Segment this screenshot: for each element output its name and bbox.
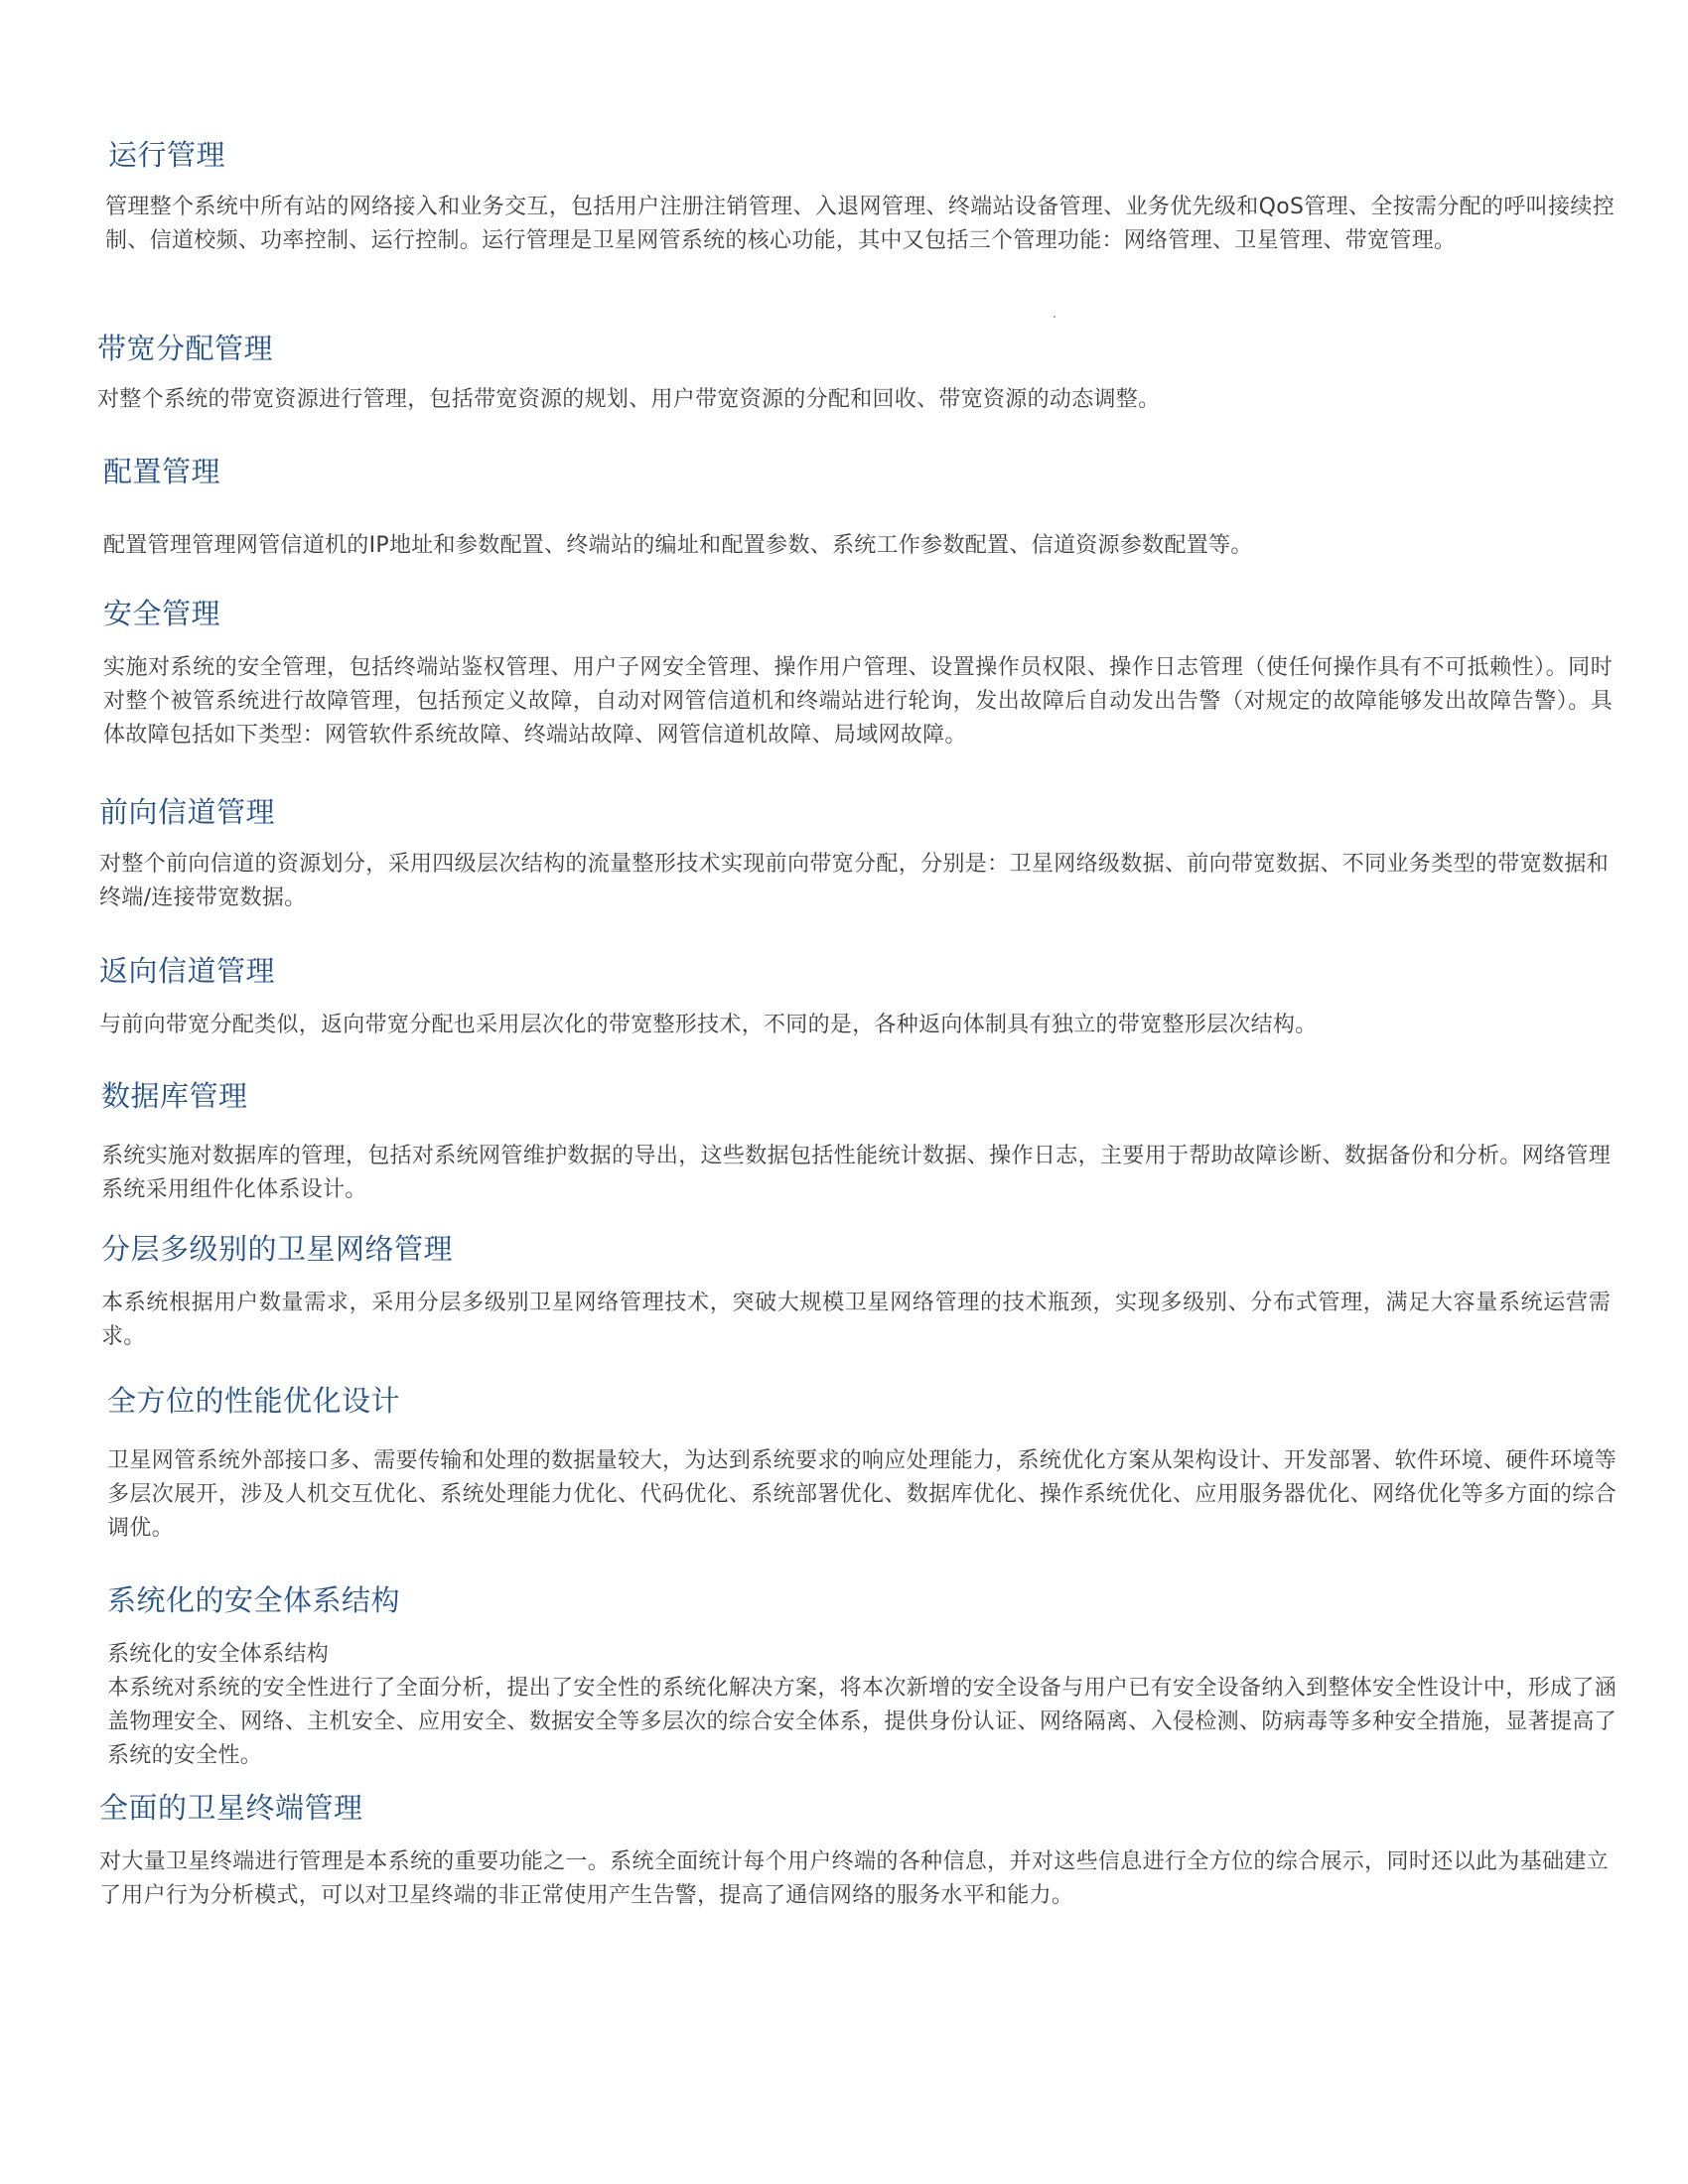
stray-dot bbox=[1054, 316, 1055, 318]
section-body: 系统实施对数据库的管理，包括对系统网管维护数据的导出，这些数据包括性能统计数据、操作日志，主要用于帮助故障诊断、数据备份和分析。网络管理系统采用组件化体系设计。 bbox=[101, 1144, 1611, 1202]
section-body: 对整个前向信道的资源划分，采用四级层次结构的流量整形技术实现前向带宽分配，分别是：卫星网络级数据、前向带宽数据、不同业务类型的带宽数据和终端/连接带宽数据。 bbox=[99, 852, 1609, 910]
section-heading: 全面的卫星终端管理 bbox=[99, 1791, 363, 1825]
section-security-management bbox=[103, 596, 1613, 752]
section-return-channel bbox=[99, 953, 1609, 1042]
section-heading: 运行管理 bbox=[108, 138, 226, 172]
section-forward-channel bbox=[99, 794, 1609, 915]
section-body: 卫星网管系统外部接口多、需要传输和处理的数据量较大，为达到系统要求的响应处理能力，系统优化方案从架构设计、开发部署、软件环境、硬件环境等多层次展开，涉及人机交互优化、系统处理能力优化、代码优化、系统部署优化、数据库优化、操作系统优化、应用服务器优化、网络优化等多方面的综合调优。 bbox=[107, 1448, 1617, 1541]
section-heading: 配置管理 bbox=[103, 455, 221, 488]
section-bandwidth-allocation bbox=[97, 331, 1607, 417]
section-body: 配置管理管理网管信道机的IP地址和参数配置、终端站的编址和配置参数、系统工作参数配置、信道资源参数配置等。 bbox=[103, 533, 1253, 558]
section-body: 对整个系统的带宽资源进行管理，包括带宽资源的规划、用户带宽资源的分配和回收、带宽资源的动态调整。 bbox=[97, 387, 1161, 412]
section-heading: 安全管理 bbox=[103, 597, 221, 630]
section-heading: 返向信道管理 bbox=[99, 954, 276, 988]
section-terminal-management bbox=[99, 1790, 1609, 1913]
section-heading: 带宽分配管理 bbox=[97, 332, 274, 365]
section-heading: 全方位的性能优化设计 bbox=[107, 1384, 401, 1418]
section-heading: 分层多级别的卫星网络管理 bbox=[101, 1232, 454, 1266]
section-body: 实施对系统的安全管理，包括终端站鉴权管理、用户子网安全管理、操作用户管理、设置操作员权限、操作日志管理（使任何操作具有不可抵赖性）。同时对整个被管系统进行故障管理，包括预定义故障，自动对网管信道机和终端站进行轮询，发出故障后自动发出告警（对规定的故障能够发出故障告警）。具体故障包括如下类型：网管软件系统故障、终端站故障、网管信道机故障、局域网故障。 bbox=[103, 655, 1613, 748]
section-heading: 数据库管理 bbox=[101, 1079, 248, 1113]
section-hierarchical-network bbox=[101, 1231, 1611, 1354]
section-operation-management bbox=[105, 137, 1615, 258]
section-heading: 系统化的安全体系结构 bbox=[107, 1583, 401, 1617]
section-security-architecture bbox=[107, 1582, 1617, 1773]
section-body: 对大量卫星终端进行管理是本系统的重要功能之一。系统全面统计每个用户终端的各种信息，并对这些信息进行全方位的综合展示，同时还以此为基础建立了用户行为分析模式，可以对卫星终端的非正常使用产生告警，提高了通信网络的服务水平和能力。 bbox=[99, 1849, 1609, 1908]
section-performance-optimization bbox=[107, 1383, 1617, 1546]
section-body: 与前向带宽分配类似，返向带宽分配也采用层次化的带宽整形技术，不同的是，各种返向体制具有独立的带宽整形层次结构。 bbox=[99, 1013, 1318, 1037]
section-configuration-management bbox=[103, 454, 1613, 563]
section-database-management bbox=[101, 1078, 1611, 1207]
section-body: 本系统对系统的安全性进行了全面分析，提出了安全性的系统化解决方案，将本次新增的安全设备与用户已有安全设备纳入到整体安全性设计中，形成了涵盖物理安全、网络、主机安全、应用安全、数据安全等多层次的综合安全体系，提供身份认证、网络隔离、入侵检测、防病毒等多种安全措施，显著提高了系统的安全性。 bbox=[107, 1676, 1617, 1768]
section-body: 管理整个系统中所有站的网络接入和业务交互，包括用户注册注销管理、入退网管理、终端站设备管理、业务优先级和QoS管理、全按需分配的呼叫接续控制、信道校频、功率控制、运行控制。运行管理是卫星网管系统的核心功能，其中又包括三个管理功能：网络管理、卫星管理、带宽管理。 bbox=[105, 195, 1615, 253]
section-heading: 前向信道管理 bbox=[99, 795, 276, 829]
section-subheading: 系统化的安全体系结构 bbox=[107, 1642, 330, 1667]
section-body: 本系统根据用户数量需求，采用分层多级别卫星网络管理技术，突破大规模卫星网络管理的技术瓶颈，实现多级别、分布式管理，满足大容量系统运营需求。 bbox=[101, 1291, 1611, 1349]
